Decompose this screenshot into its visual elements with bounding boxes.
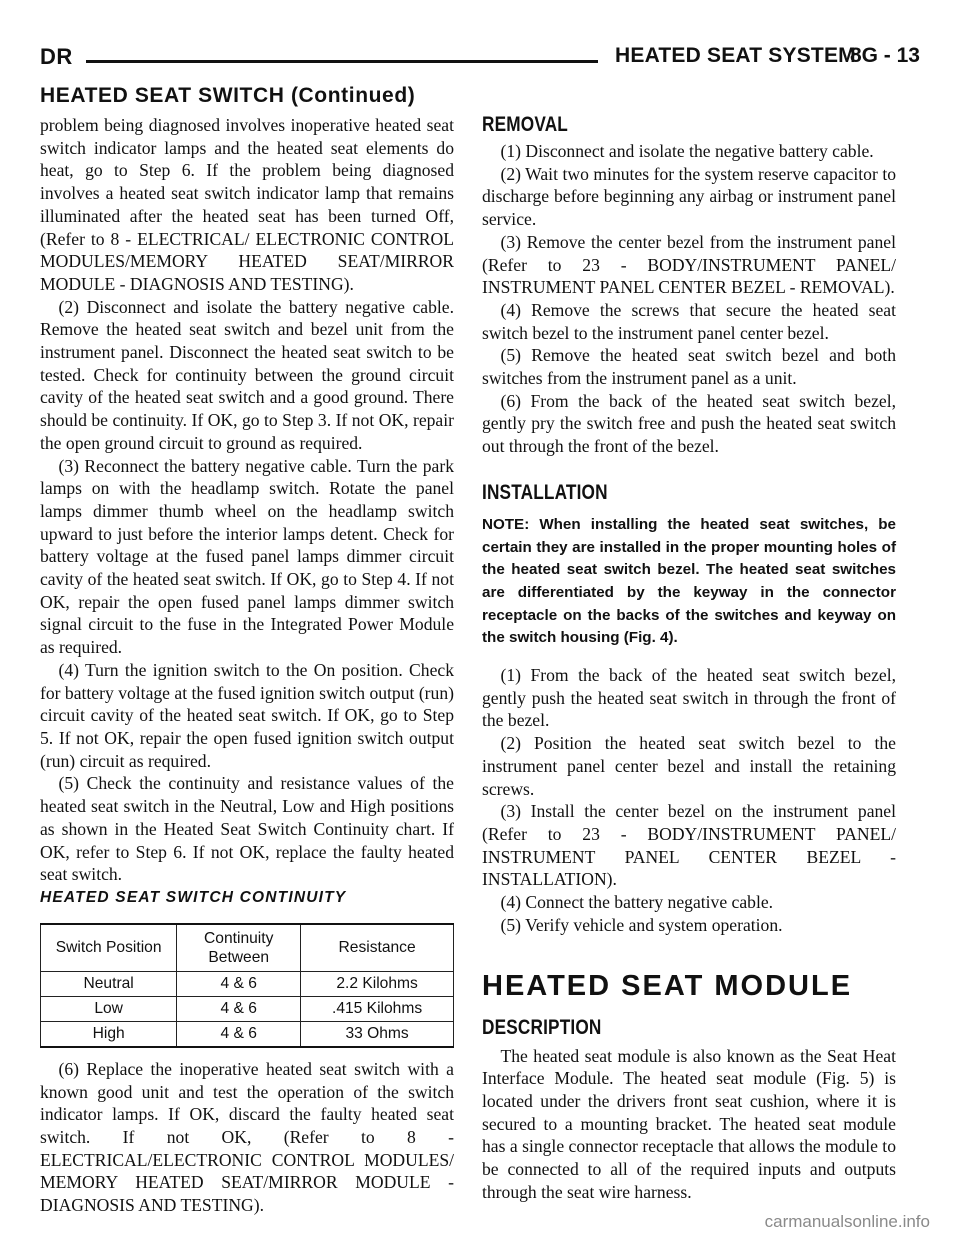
- table-cell: 4 & 6: [177, 971, 301, 996]
- installation-heading: INSTALLATION: [482, 480, 608, 504]
- diagnosis-step-2: (2) Disconnect and isolate the battery negative cable. Remove the heated seat switch and bezel unit from the instrument panel. Disconnect the heated seat switch to be tested. Check for continuity between the ground circuit cavity of the heated seat switch and a good ground. There should be continuity. If OK, go to Step 3. If not OK, repair the open ground circuit to ground as required.: [40, 296, 454, 453]
- table-cell: 4 & 6: [177, 996, 301, 1021]
- table-title: HEATED SEAT SWITCH CONTINUITY: [40, 888, 347, 906]
- continued-section-title: HEATED SEAT SWITCH (Continued): [40, 84, 416, 107]
- continuity-table: [40, 923, 454, 1048]
- table-cell: High: [41, 1021, 177, 1047]
- left-column: [40, 114, 454, 1217]
- removal-step: (2) Wait two minutes for the system reserve capacitor to discharge before beginning any airbag or instrument panel service.: [482, 163, 896, 230]
- table-cell: 33 Ohms: [301, 1021, 454, 1047]
- column-header: Resistance: [301, 924, 454, 972]
- header-page-number: 8G - 13: [849, 44, 920, 67]
- removal-steps: [482, 140, 896, 458]
- diagnosis-step-4: (4) Turn the ignition switch to the On position. Check for battery voltage at the fused ignition switch output (run) circuit cavity of the heated seat switch. If OK, go to Step 5. If not OK, repair the open fused ignition switch output (run) circuit as required.: [40, 659, 454, 771]
- table-row: [41, 1021, 454, 1047]
- removal-step: (5) Remove the heated seat switch bezel and both switches from the instrument panel as a unit.: [482, 345, 896, 389]
- header-model-code: DR: [40, 44, 73, 69]
- table-cell: Low: [41, 996, 177, 1021]
- installation-step: (4) Connect the battery negative cable.: [500, 892, 774, 913]
- module-description: The heated seat module is also known as the Seat Heat Interface Module. The heated seat module (Fig. 5) is located under the drivers front seat cushion, where it is secured to a mounting bracket. The heated seat module has a single connector receptacle that allows the module to be connected to all of the required inputs and outputs through the seat wire harness.: [482, 1045, 896, 1202]
- page-header: [40, 44, 920, 78]
- table-cell: 2.2 Kilohms: [301, 971, 454, 996]
- table-cell: .415 Kilohms: [301, 996, 454, 1021]
- installation-steps: [482, 664, 896, 936]
- header-rule: [86, 60, 598, 63]
- installation-step: (1) From the back of the heated seat switch bezel, gently push the heated seat switch in through the front of the bezel.: [482, 665, 896, 731]
- table-cell: Neutral: [41, 971, 177, 996]
- diagnosis-step-6: (6) Replace the inoperative heated seat switch with a known good unit and test the operation of the switch indicator lamps. If OK, discard the faulty heated seat switch. If not OK, (Refer to 8 - ELECTRICAL/ELECTRONIC CONTROL MODULES/ MEMORY HEATED SEAT/MIRROR MODULE - DIAGNOSIS AND TESTING).: [40, 1058, 454, 1216]
- installation-step: (2) Position the heated seat switch bezel to the instrument panel center bezel and install the retaining screws.: [482, 733, 896, 799]
- continuity-table-block: [40, 887, 454, 1048]
- removal-step: (1) Disconnect and isolate the negative battery cable.: [500, 141, 874, 161]
- removal-step: (3) Remove the center bezel from the instrument panel (Refer to 23 - BODY/INSTRUMENT PANEL/ INSTRUMENT PANEL CENTER BEZEL - REMOVAL).: [482, 231, 896, 298]
- removal-step: (6) From the back of the heated seat switch bezel, gently pry the switch free and push the heated seat switch out through the front of the bezel.: [482, 390, 896, 457]
- description-heading: DESCRIPTION: [482, 1015, 602, 1039]
- column-header: Switch Position: [41, 924, 177, 972]
- installation-step: (3) Install the center bezel on the instrument panel (Refer to 23 - BODY/INSTRUMENT PANEL/ INSTRUMENT PANEL CENTER BEZEL - INSTALLATION).: [482, 801, 896, 890]
- diagnosis-step-5: (5) Check the continuity and resistance values of the heated seat switch in the Neutral, Low and High positions as shown in the Heated Seat Switch Continuity chart. If OK, refer to Step 6. If not OK, replace the faulty heated seat switch.: [40, 773, 454, 885]
- installation-step: (5) Verify vehicle and system operation.: [500, 914, 783, 935]
- diagnosis-step-3: (3) Reconnect the battery negative cable. Turn the park lamps on with the headlamp switch. Rotate the panel lamps dimmer thumb wheel on the headlamp switch upward to just before the interior lamps detent. Check for battery voltage at the fused panel lamps dimmer circuit cavity of the heated seat switch. If OK, go to Step 4. If not OK, repair the open fused panel lamps dimmer switch signal circuit to the fuse in the Integrated Power Module as required.: [40, 455, 454, 658]
- table-header-row: [41, 924, 454, 972]
- header-section-title: HEATED SEAT SYSTEM: [615, 44, 856, 67]
- removal-step: (4) Remove the screws that secure the heated seat switch bezel to the instrument panel center bezel.: [482, 299, 896, 343]
- module-section-heading: HEATED SEAT MODULE: [482, 969, 853, 1002]
- watermark: carmanualsonline.info: [764, 1212, 930, 1231]
- column-header: Continuity Between: [177, 924, 301, 972]
- installation-note: NOTE: When installing the heated seat switches, be certain they are installed in the proper mounting holes of the heated seat switch bezel. The heated seat switches are differentiated by the keyway in the connector receptacle on the backs of the switches and keyway on the switch housing (Fig. 4).: [482, 515, 896, 647]
- table-row: [41, 971, 454, 996]
- paragraph: problem being diagnosed involves inoperative heated seat switch indicator lamps and the heated seat elements do heat, go to Step 6. If the problem being diagnosed involves a heated seat switch indicator lamp that remains illuminated after the heated seat has been turned Off, (Refer to 8 - ELECTRICAL/ ELECTRONIC CONTROL MODULES/MEMORY HEATED SEAT/MIRROR MODULE - DIAGNOSIS AND TESTING).: [40, 115, 454, 294]
- table-cell: 4 & 6: [177, 1021, 301, 1047]
- removal-heading: REMOVAL: [482, 113, 568, 136]
- table-row: [41, 996, 454, 1021]
- right-column: [482, 114, 896, 1203]
